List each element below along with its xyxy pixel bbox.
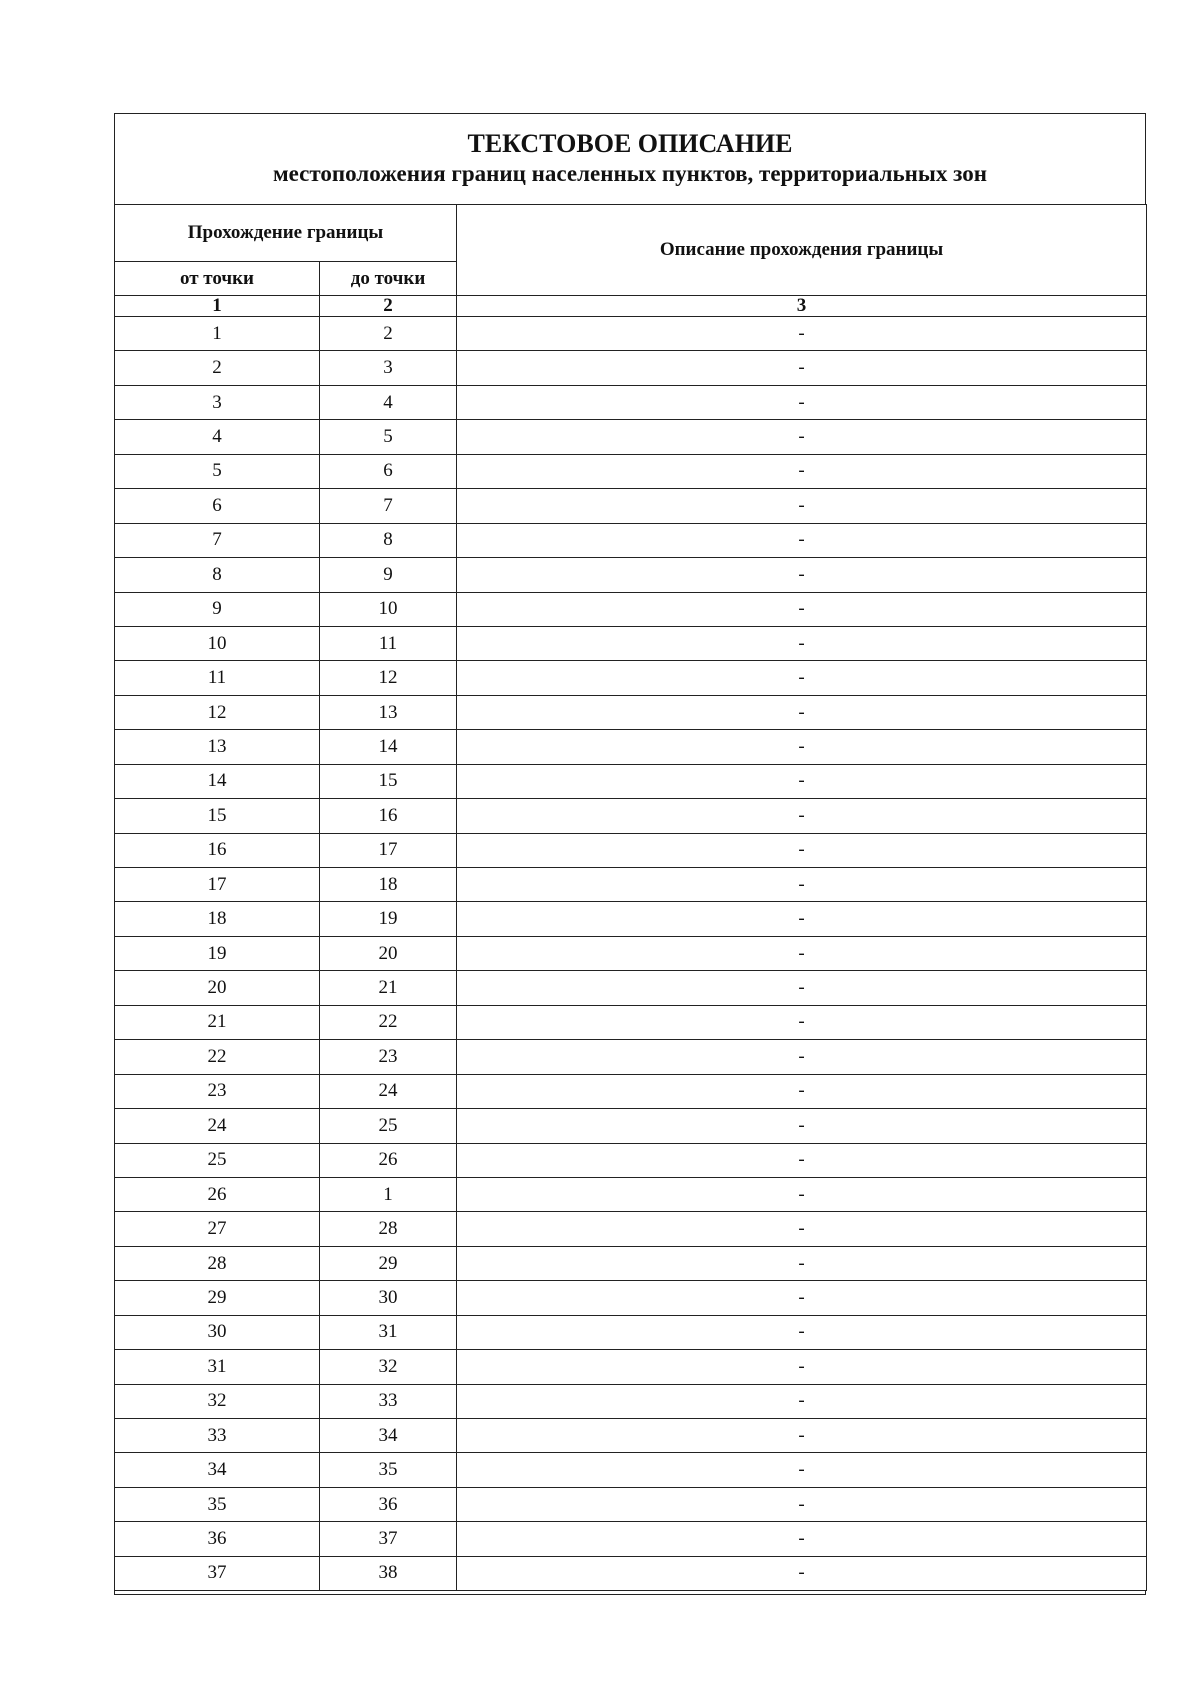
- cell-from-point: 6: [115, 489, 320, 523]
- table-row: [115, 764, 1147, 798]
- cell-from-point: 2: [115, 351, 320, 385]
- table-row: [115, 902, 1147, 936]
- cell-to-point: 7: [320, 489, 457, 523]
- table-row: [115, 1522, 1147, 1556]
- cell-to-point: 34: [320, 1419, 457, 1453]
- cell-from-point: 35: [115, 1487, 320, 1521]
- cell-to-point: 9: [320, 558, 457, 592]
- table-bottom-border: [114, 1591, 1146, 1595]
- cell-to-point: 28: [320, 1212, 457, 1246]
- table-row: [115, 1177, 1147, 1211]
- table-row: [115, 730, 1147, 764]
- cell-to-point: 14: [320, 730, 457, 764]
- document-subtitle: местоположения границ населенных пунктов, территориальных зон: [273, 161, 987, 186]
- cell-description: -: [457, 1177, 1147, 1211]
- cell-from-point: 32: [115, 1384, 320, 1418]
- header-to: до точки: [320, 262, 457, 296]
- table-row: [115, 454, 1147, 488]
- table-row: [115, 1556, 1147, 1590]
- table-row: [115, 661, 1147, 695]
- cell-to-point: 10: [320, 592, 457, 626]
- table-row: [115, 1040, 1147, 1074]
- table-row: [115, 558, 1147, 592]
- cell-description: -: [457, 1281, 1147, 1315]
- cell-description: -: [457, 489, 1147, 523]
- cell-description: -: [457, 1487, 1147, 1521]
- table-row: [115, 799, 1147, 833]
- cell-description: -: [457, 764, 1147, 798]
- cell-description: -: [457, 454, 1147, 488]
- cell-from-point: 36: [115, 1522, 320, 1556]
- cell-description: -: [457, 1246, 1147, 1280]
- cell-to-point: 23: [320, 1040, 457, 1074]
- table-row: [115, 1212, 1147, 1246]
- table-row: [115, 1281, 1147, 1315]
- cell-from-point: 23: [115, 1074, 320, 1108]
- cell-to-point: 31: [320, 1315, 457, 1349]
- cell-description: -: [457, 351, 1147, 385]
- cell-from-point: 33: [115, 1419, 320, 1453]
- table-row: [115, 971, 1147, 1005]
- table-row: [115, 523, 1147, 557]
- cell-description: -: [457, 695, 1147, 729]
- cell-description: -: [457, 1005, 1147, 1039]
- cell-from-point: 5: [115, 454, 320, 488]
- header-from: от точки: [115, 262, 320, 296]
- cell-to-point: 20: [320, 936, 457, 970]
- cell-from-point: 8: [115, 558, 320, 592]
- cell-description: -: [457, 1522, 1147, 1556]
- cell-to-point: 22: [320, 1005, 457, 1039]
- cell-description: -: [457, 661, 1147, 695]
- cell-to-point: 8: [320, 523, 457, 557]
- cell-from-point: 37: [115, 1556, 320, 1590]
- table-row: [115, 420, 1147, 454]
- cell-to-point: 15: [320, 764, 457, 798]
- cell-to-point: 18: [320, 868, 457, 902]
- cell-to-point: 24: [320, 1074, 457, 1108]
- cell-from-point: 9: [115, 592, 320, 626]
- table-row: [115, 1384, 1147, 1418]
- cell-description: -: [457, 626, 1147, 660]
- table-row: [115, 1315, 1147, 1349]
- cell-from-point: 3: [115, 385, 320, 419]
- cell-to-point: 25: [320, 1109, 457, 1143]
- cell-from-point: 15: [115, 799, 320, 833]
- cell-from-point: 29: [115, 1281, 320, 1315]
- cell-from-point: 13: [115, 730, 320, 764]
- table-row: [115, 1005, 1147, 1039]
- cell-from-point: 21: [115, 1005, 320, 1039]
- cell-to-point: 2: [320, 317, 457, 351]
- table-row: [115, 868, 1147, 902]
- table-row: [115, 1453, 1147, 1487]
- table-body: [115, 205, 1147, 1591]
- table-row: [115, 317, 1147, 351]
- cell-description: -: [457, 1453, 1147, 1487]
- table-row: [115, 695, 1147, 729]
- cell-description: -: [457, 971, 1147, 1005]
- cell-to-point: 36: [320, 1487, 457, 1521]
- cell-description: -: [457, 936, 1147, 970]
- column-number: 2: [320, 296, 457, 317]
- table-row: [115, 351, 1147, 385]
- cell-description: -: [457, 592, 1147, 626]
- cell-description: -: [457, 799, 1147, 833]
- cell-to-point: 37: [320, 1522, 457, 1556]
- cell-from-point: 27: [115, 1212, 320, 1246]
- cell-description: -: [457, 1315, 1147, 1349]
- cell-description: -: [457, 730, 1147, 764]
- boundary-table: [114, 204, 1147, 1591]
- cell-to-point: 6: [320, 454, 457, 488]
- cell-from-point: 28: [115, 1246, 320, 1280]
- column-number-row: [115, 296, 1147, 317]
- cell-description: -: [457, 1074, 1147, 1108]
- cell-from-point: 25: [115, 1143, 320, 1177]
- cell-to-point: 21: [320, 971, 457, 1005]
- cell-from-point: 26: [115, 1177, 320, 1211]
- table-row: [115, 385, 1147, 419]
- title-block: [114, 113, 1146, 204]
- cell-from-point: 10: [115, 626, 320, 660]
- table-row: [115, 1074, 1147, 1108]
- cell-description: -: [457, 833, 1147, 867]
- cell-to-point: 33: [320, 1384, 457, 1418]
- table-row: [115, 1109, 1147, 1143]
- table-row: [115, 833, 1147, 867]
- table-row: [115, 1143, 1147, 1177]
- header-group: Прохождение границы: [115, 205, 457, 262]
- cell-to-point: 19: [320, 902, 457, 936]
- cell-to-point: 4: [320, 385, 457, 419]
- header-row-top: [115, 205, 1147, 262]
- cell-from-point: 34: [115, 1453, 320, 1487]
- table-row: [115, 1419, 1147, 1453]
- cell-from-point: 11: [115, 661, 320, 695]
- cell-description: -: [457, 317, 1147, 351]
- document-title: ТЕКСТОВОЕ ОПИСАНИЕ: [467, 129, 793, 158]
- table-row: [115, 936, 1147, 970]
- cell-description: -: [457, 1143, 1147, 1177]
- cell-to-point: 13: [320, 695, 457, 729]
- column-number: 3: [457, 296, 1147, 317]
- cell-to-point: 12: [320, 661, 457, 695]
- cell-description: -: [457, 1350, 1147, 1384]
- header-description: Описание прохождения границы: [457, 205, 1147, 296]
- cell-description: -: [457, 1419, 1147, 1453]
- column-number: 1: [115, 296, 320, 317]
- cell-from-point: 24: [115, 1109, 320, 1143]
- cell-description: -: [457, 868, 1147, 902]
- cell-description: -: [457, 1212, 1147, 1246]
- cell-from-point: 14: [115, 764, 320, 798]
- cell-from-point: 1: [115, 317, 320, 351]
- cell-from-point: 12: [115, 695, 320, 729]
- cell-from-point: 4: [115, 420, 320, 454]
- cell-to-point: 17: [320, 833, 457, 867]
- table-row: [115, 592, 1147, 626]
- cell-from-point: 18: [115, 902, 320, 936]
- table-row: [115, 1487, 1147, 1521]
- cell-description: -: [457, 420, 1147, 454]
- cell-to-point: 16: [320, 799, 457, 833]
- cell-from-point: 17: [115, 868, 320, 902]
- cell-description: -: [457, 902, 1147, 936]
- cell-to-point: 35: [320, 1453, 457, 1487]
- cell-to-point: 32: [320, 1350, 457, 1384]
- cell-to-point: 1: [320, 1177, 457, 1211]
- table-row: [115, 489, 1147, 523]
- cell-from-point: 16: [115, 833, 320, 867]
- cell-from-point: 7: [115, 523, 320, 557]
- cell-to-point: 38: [320, 1556, 457, 1590]
- cell-to-point: 3: [320, 351, 457, 385]
- cell-to-point: 26: [320, 1143, 457, 1177]
- cell-description: -: [457, 1040, 1147, 1074]
- cell-description: -: [457, 523, 1147, 557]
- cell-from-point: 20: [115, 971, 320, 1005]
- cell-description: -: [457, 1556, 1147, 1590]
- cell-description: -: [457, 385, 1147, 419]
- cell-from-point: 19: [115, 936, 320, 970]
- cell-from-point: 31: [115, 1350, 320, 1384]
- table-row: [115, 626, 1147, 660]
- cell-from-point: 30: [115, 1315, 320, 1349]
- cell-to-point: 11: [320, 626, 457, 660]
- cell-to-point: 5: [320, 420, 457, 454]
- cell-to-point: 29: [320, 1246, 457, 1280]
- cell-description: -: [457, 1384, 1147, 1418]
- table-row: [115, 1246, 1147, 1280]
- document-sheet: [114, 113, 1146, 1595]
- cell-from-point: 22: [115, 1040, 320, 1074]
- cell-to-point: 30: [320, 1281, 457, 1315]
- cell-description: -: [457, 558, 1147, 592]
- cell-description: -: [457, 1109, 1147, 1143]
- table-row: [115, 1350, 1147, 1384]
